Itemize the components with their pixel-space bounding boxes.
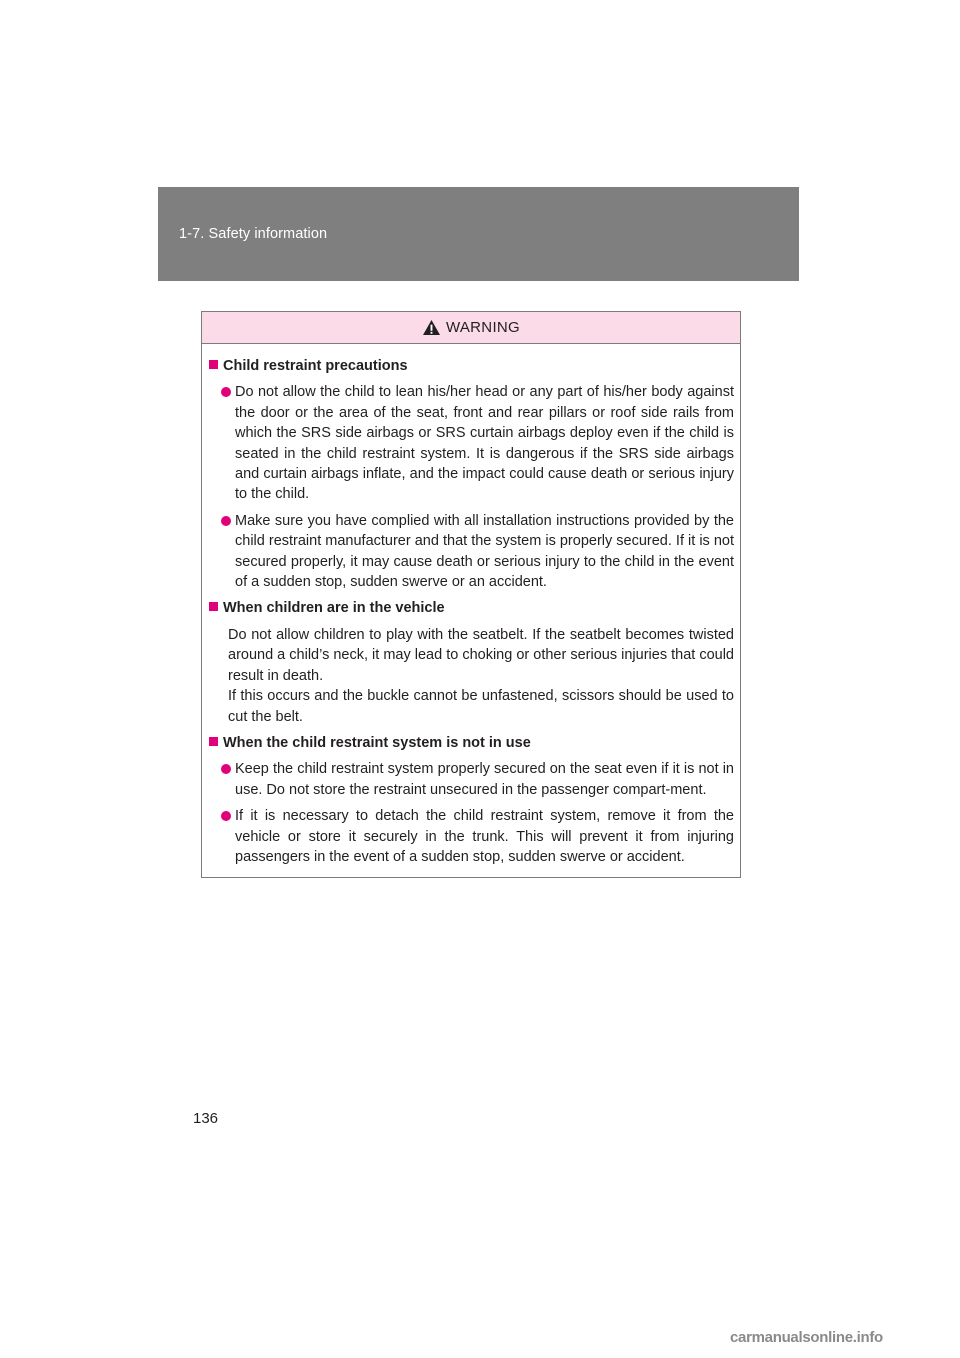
round-bullet-icon xyxy=(221,811,231,821)
round-bullet-icon xyxy=(221,764,231,774)
list-item xyxy=(221,806,734,867)
paragraph: Do not allow children to play with the seatbelt. If the seatbelt becomes twisted around a child’s neck, it may lead to choking or other serious injuries that could result in death. xyxy=(228,626,734,684)
watermark: carmanualsonline.info xyxy=(730,1329,883,1346)
warning-label: WARNING xyxy=(445,319,521,336)
warning-body xyxy=(202,344,740,867)
square-bullet-icon xyxy=(209,602,218,611)
section-heading-text: When children are in the vehicle xyxy=(223,600,445,617)
paragraph: If this occurs and the buckle cannot be unfastened, scissors should be used to cut the belt. xyxy=(228,688,734,725)
square-bullet-icon xyxy=(209,360,218,369)
section-heading-child-restraint-precautions xyxy=(209,356,734,376)
square-bullet-icon xyxy=(209,737,218,746)
section-heading-text: When the child restraint system is not in use xyxy=(223,734,531,751)
list-item xyxy=(221,511,734,593)
round-bullet-icon xyxy=(221,387,231,397)
list-item-text: If it is necessary to detach the child restraint system, remove it from the vehicle or store it securely in the trunk. This will prevent it from injuring passengers in the event of a sudden stop, sudden swerve or accident. xyxy=(235,808,734,865)
warning-header xyxy=(202,312,740,344)
list-item-text: Make sure you have complied with all installation instructions provided by the child restraint manufacturer and that the system is properly secured. If it is not secured properly, it may cause death or serious injury to the child in the event of a sudden stop, sudden swerve or an accident. xyxy=(235,512,734,591)
section-header-band xyxy=(158,187,799,281)
list-item-text: Do not allow the child to lean his/her head or any part of his/her body against the door or the area of the seat, front and rear pillars or roof side rails from which the SRS side airbags or SRS curtain airbags deploy even if the child is seated in the child restraint system. It is dangerous if the SRS side airbags and curtain airbags inflate, and the impact could cause death or serious injury to the child. xyxy=(235,384,734,503)
page-number: 136 xyxy=(193,1110,219,1127)
section-heading-text: Child restraint precautions xyxy=(223,358,408,374)
warning-triangle-icon xyxy=(422,319,441,336)
section-heading-not-in-use xyxy=(209,733,734,753)
list-item-text: Keep the child restraint system properly secured on the seat even if it is not in use. Do not store the restraint unsecured in the passenger compart-ment. xyxy=(235,761,734,798)
round-bullet-icon xyxy=(221,516,231,526)
section-heading-children-in-vehicle xyxy=(209,598,734,618)
section-title: 1-7. Safety information xyxy=(179,226,328,242)
list-item xyxy=(221,382,734,504)
warning-box xyxy=(201,311,741,878)
list-item xyxy=(221,759,734,800)
